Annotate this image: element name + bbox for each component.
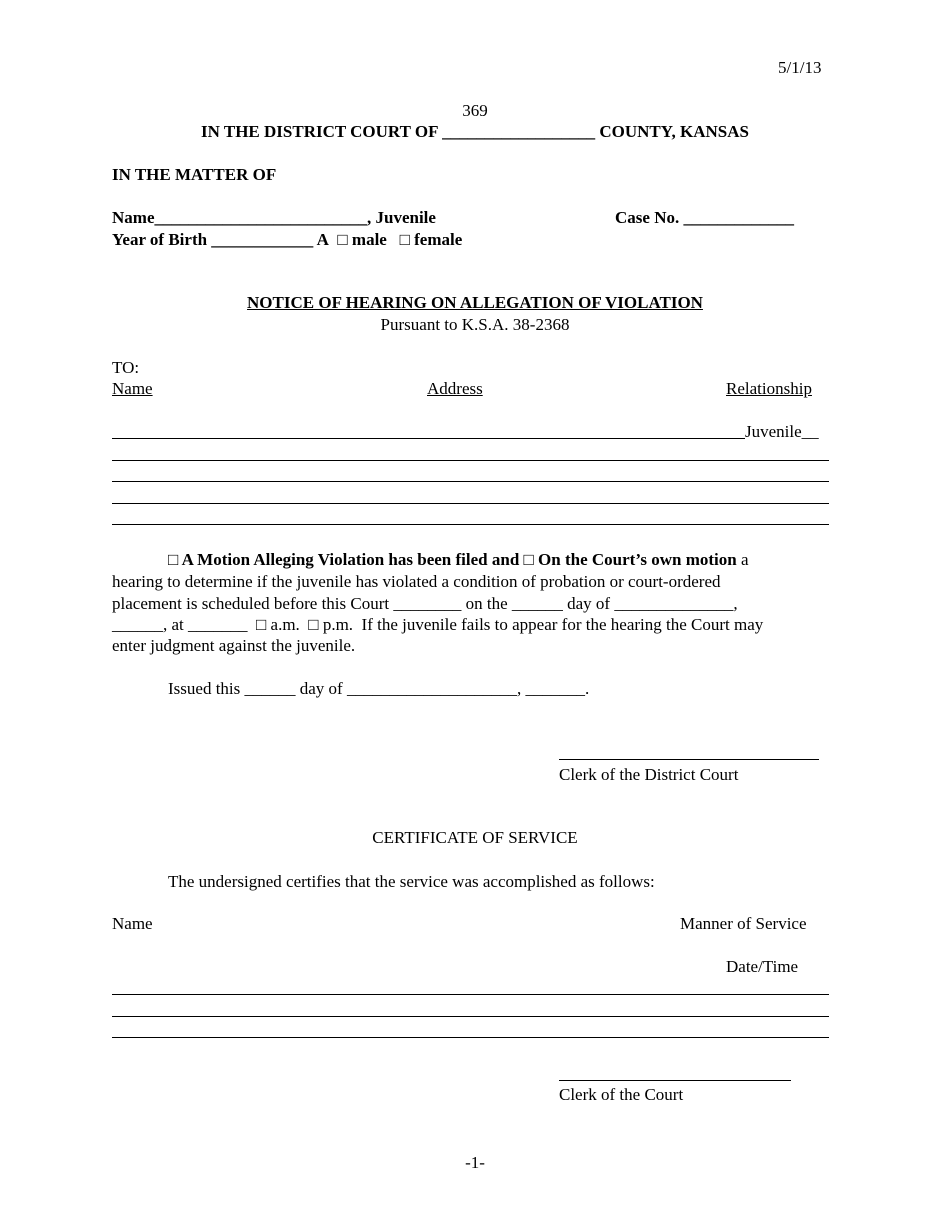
recipient-line-5[interactable] [112, 524, 829, 525]
column-name-header: Name [112, 379, 153, 398]
column-relationship-header: Relationship [726, 379, 812, 398]
service-column-name: Name [112, 914, 153, 933]
court-own-motion-checkbox[interactable]: □ On the Court’s own motion [523, 550, 737, 569]
service-column-manner: Manner of Service [680, 914, 807, 933]
case-number-field: Case No. _____________ [615, 208, 794, 227]
service-column-datetime: Date/Time [726, 957, 799, 976]
notice-line-1-tail: a [740, 550, 749, 569]
service-line-3[interactable] [112, 1037, 829, 1038]
recipient-line-4[interactable] [112, 503, 829, 504]
recipient-line-3[interactable] [112, 481, 829, 482]
to-label: TO: [112, 358, 140, 377]
juvenile-name-field: Name_________________________, Juvenile [112, 208, 436, 227]
service-line-1[interactable] [112, 994, 829, 995]
recipient-line-1[interactable] [112, 438, 745, 439]
recipient-line-2[interactable] [112, 460, 829, 461]
page-number: -1- [465, 1153, 485, 1172]
service-line-2[interactable] [112, 1016, 829, 1017]
juvenile-relationship-label: Juvenile__ [745, 422, 819, 441]
notice-paragraph-line-1 [168, 551, 749, 568]
clerk-district-label: Clerk of the District Court [559, 765, 739, 784]
female-checkbox[interactable]: □ female [399, 230, 463, 249]
birth-year-field [112, 231, 462, 248]
certificate-title: CERTIFICATE OF SERVICE [372, 828, 578, 847]
male-checkbox[interactable]: □ male [337, 230, 387, 249]
column-address-header: Address [427, 379, 483, 398]
notice-paragraph-line-3: placement is scheduled before this Court ________ on the ______ day of ______________, [112, 594, 738, 613]
form-date: 5/1/13 [778, 58, 822, 77]
court-title: IN THE DISTRICT COURT OF __________________ COUNTY, KANSAS [201, 122, 749, 141]
notice-paragraph-line-5: enter judgment against the juvenile. [112, 636, 356, 655]
notice-title: NOTICE OF HEARING ON ALLEGATION OF VIOLATION [247, 293, 703, 312]
clerk-court-label: Clerk of the Court [559, 1085, 684, 1104]
notice-paragraph-line-4: ______, at _______ □ a.m. □ p.m. If the juvenile fails to appear for the hearing the Court may [112, 615, 764, 634]
matter-heading: IN THE MATTER OF [112, 165, 277, 184]
statute-reference: Pursuant to K.S.A. 38-2368 [380, 315, 570, 334]
motion-filed-checkbox[interactable]: □ A Motion Alleging Violation has been filed and [168, 550, 520, 569]
clerk-district-signature-line[interactable] [559, 759, 819, 760]
issued-date-line: Issued this ______ day of ____________________, _______. [168, 679, 590, 698]
form-number: 369 [462, 101, 488, 120]
notice-paragraph-line-2: hearing to determine if the juvenile has violated a condition of probation or court-ordered [112, 572, 721, 591]
clerk-court-signature-line[interactable] [559, 1080, 791, 1081]
certificate-statement: The undersigned certifies that the service was accomplished as follows: [168, 872, 655, 891]
birth-year-label: Year of Birth ____________ A [112, 230, 329, 249]
